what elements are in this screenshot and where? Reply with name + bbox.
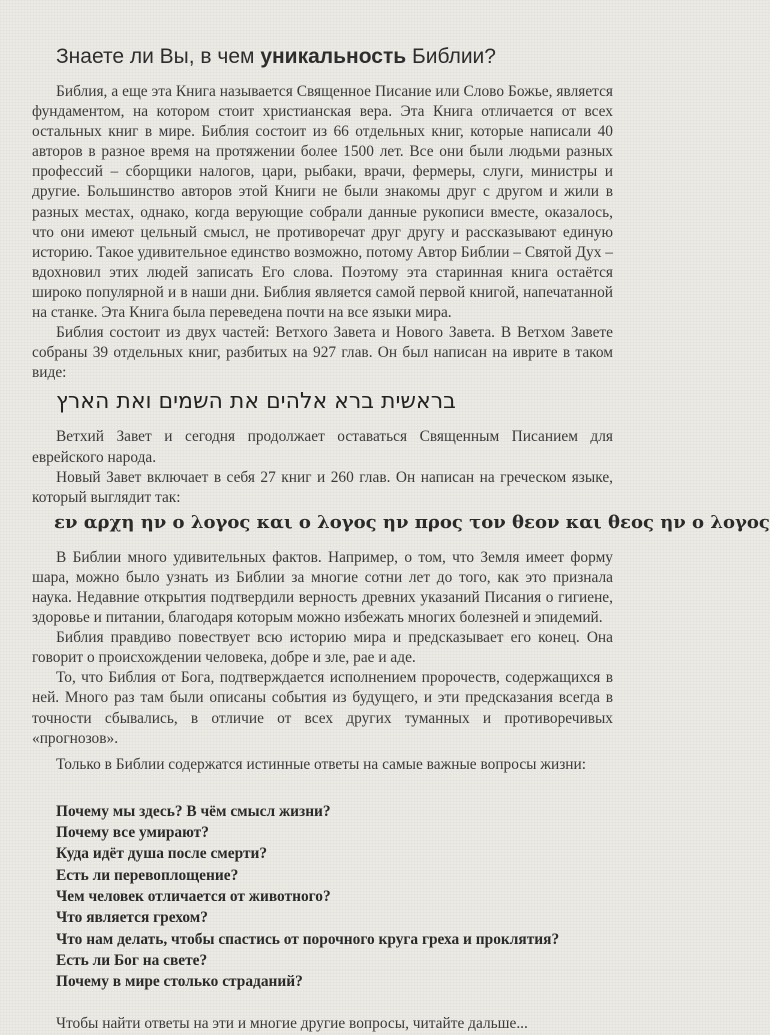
paragraph-old-testament-today: Ветхий Завет и сегодня продолжает оставаться Священным Писанием для еврейского народа. [32, 428, 613, 466]
paragraph-prophecy: То, что Библия от Бога, подтверждается исполнением пророчеств, содержащихся в ней. Много раз там были описаны события из будущего, и эти предсказания всегда в точности сбывались, в отличие от всех других туманных и противоречивых «прогнозов». [32, 669, 613, 747]
question-item: Есть ли Бог на свете? [56, 951, 208, 969]
question-item: Есть ли перевоплощение? [56, 866, 239, 884]
paragraph-answers: Только в Библии содержатся истинные ответы на самые важные вопросы жизни: [56, 755, 587, 773]
page-title [32, 0, 613, 72]
question-item: Что нам делать, чтобы спастись от порочного круга греха и проклятия? [56, 930, 560, 948]
hebrew-quote: בראשית ברא אלהים את השמים ואת הארץ [56, 389, 456, 415]
paragraph-intro: Библия, а еще эта Книга называется Священное Писание или Слово Божье, является фундаментом, на котором стоит христианская вера. Эта Книга отличается от всех остальных книг в мире. Библия состоит из 66 отдельных книг, которые написали 40 авторов в разное время на протяжении более 1500 лет. Все они были людьми разных профессий – сборщики налогов, цари, рыбаки, врачи, фермеры, слуги, министры и другие. Большинство авторов этой Книги не были знакомы друг с другом и жили в разных местах, однако, когда верующие собрали данные рукописи вместе, оказалось, что они имеют цельный смысл, не противоречат друг другу и рассказывают единую историю. Такое удивительное единство возможно, потому Автор Библии – Святой Дух – вдохновил этих людей записать Его слова. Поэтому эта старинная книга остаётся широко популярной и в наши дни. Библия является самой первой книгой, напечатанной на станке. Эта Книга была переведена почти на все языки мира. [32, 83, 613, 322]
paragraph-facts: В Библии много удивительных фактов. Например, о том, что Земля имеет форму шара, можно было узнать из Библии за многие сотни лет до того, как это признала наука. Недавние открытия подтвердили верность древних указаний Писания о гигиене, здоровье и питании, благодаря которым можно избежать многих болезней и эпидемий. [32, 548, 613, 627]
question-item: Куда идёт душа после смерти? [56, 845, 268, 863]
title-part-2: Библии? [406, 45, 496, 68]
question-item: Почему в мире столько страданий? [56, 973, 303, 991]
title-part-1: Знаете ли Вы, в чем [56, 45, 261, 68]
paragraph-history: Библия правдиво повествует всю историю мира и предсказывает его конец. Она говорит о происхождении человека, добре и зле, рае и аде. [32, 629, 613, 667]
closing-line: Чтобы найти ответы на эти и многие другие вопросы, читайте дальше... [56, 1015, 528, 1033]
question-item: Что является грехом? [56, 909, 208, 927]
paragraph-old-testament: Библия состоит из двух частей: Ветхого Завета и Нового Завета. В Ветхом Завете собраны 39 отдельных книг, разбитых на 927 глав. Он был написан на иврите в таком виде: [32, 324, 613, 382]
questions-list [32, 801, 613, 993]
title-bold-word: уникальность [260, 45, 407, 68]
question-item: Почему все умирают? [56, 824, 209, 842]
question-item: Чем человек отличается от животного? [56, 888, 331, 905]
article-body [32, 82, 770, 1035]
greek-quote: εν αρχη ην ο λογος και ο λογος ην προς τον θεον και θεος ην ο λογος [54, 511, 770, 533]
question-item: Почему мы здесь? В чём смысл жизни? [56, 802, 331, 820]
paragraph-new-testament: Новый Завет включает в себя 27 книг и 260 глав. Он написан на греческом языке, который выглядит так: [32, 468, 613, 506]
